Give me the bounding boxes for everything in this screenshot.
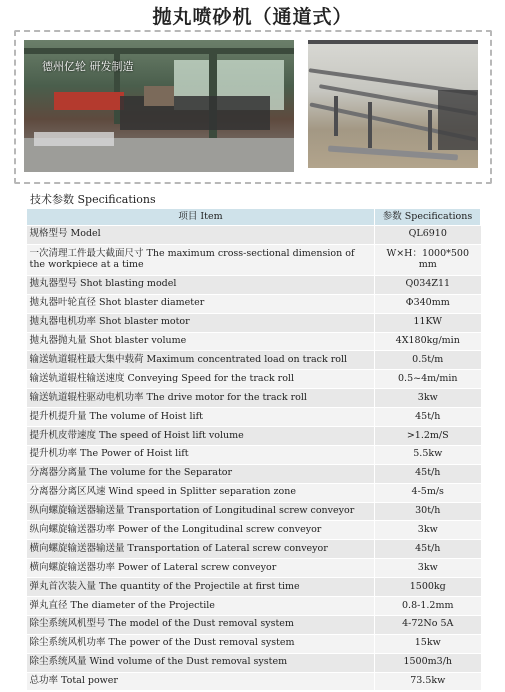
- item-cell: 总功率 Total power: [27, 672, 375, 691]
- table-row: [27, 672, 481, 691]
- item-cell: 输送轨道辊柱输送速度 Conveying Speed for the track roll: [27, 370, 375, 389]
- table-row: [27, 332, 481, 351]
- value-cell: 3kw: [375, 559, 481, 578]
- item-cell: 提升机皮带速度 The speed of Hoist lift volume: [27, 427, 375, 446]
- item-cell: 输送轨道辊柱驱动电机功率 The drive motor for the track roll: [27, 389, 375, 408]
- photo-watermark: 德州亿轮 研发制造: [42, 60, 134, 73]
- table-row: [27, 502, 481, 521]
- item-cell: 分离器分离区风速 Wind speed in Splitter separation zone: [27, 483, 375, 502]
- value-cell: 11KW: [375, 313, 481, 332]
- value-cell: 4-5m/s: [375, 483, 481, 502]
- item-cell: 规格型号 Model: [27, 226, 375, 245]
- table-header-row: [27, 209, 481, 226]
- value-cell: Q034Z11: [375, 275, 481, 294]
- item-cell: 一次清理工件最大截面尺寸 The maximum cross-sectional dimension of the workpiece at a time: [27, 244, 375, 275]
- table-row: [27, 294, 481, 313]
- value-cell: >1.2m/S: [375, 427, 481, 446]
- item-cell: 除尘系统风机型号 The model of the Dust removal system: [27, 615, 375, 634]
- table-row: [27, 244, 481, 275]
- column-header-item: 项目 Item: [27, 209, 375, 226]
- value-cell: 45t/h: [375, 540, 481, 559]
- factory-photo: [24, 40, 294, 172]
- item-cell: 输送轨道辊柱最大集中载荷 Maximum concentrated load on track roll: [27, 351, 375, 370]
- section-title: 技术参数 Specifications: [30, 193, 156, 206]
- specifications-table: [26, 208, 481, 691]
- value-cell: 0.5~4m/min: [375, 370, 481, 389]
- value-cell: 4-72No 5A: [375, 615, 481, 634]
- item-cell: 抛丸器抛丸量 Shot blaster volume: [27, 332, 375, 351]
- table-row: [27, 226, 481, 245]
- value-cell: 3kw: [375, 389, 481, 408]
- item-cell: 纵向螺旋输送器功率 Power of the Longitudinal screw conveyor: [27, 521, 375, 540]
- value-cell: 73.5kw: [375, 672, 481, 691]
- table-row: [27, 427, 481, 446]
- value-cell: 1500m3/h: [375, 653, 481, 672]
- value-cell: Φ340mm: [375, 294, 481, 313]
- item-cell: 横向螺旋输送器输送量 Transportation of Lateral screw conveyor: [27, 540, 375, 559]
- table-row: [27, 597, 481, 616]
- table-row: [27, 389, 481, 408]
- table-row: [27, 370, 481, 389]
- value-cell: W×H：1000*500 mm: [375, 244, 481, 275]
- value-cell: 0.8-1.2mm: [375, 597, 481, 616]
- item-cell: 除尘系统风机功率 The power of the Dust removal system: [27, 634, 375, 653]
- table-row: [27, 559, 481, 578]
- item-cell: 弹丸首次装入量 The quantity of the Projectile at first time: [27, 578, 375, 597]
- table-row: [27, 313, 481, 332]
- value-cell: 5.5kw: [375, 445, 481, 464]
- page-title: 抛丸喷砂机（通道式）: [152, 6, 353, 28]
- table-row: [27, 408, 481, 427]
- item-cell: 纵向螺旋输送器输送量 Transportation of Longitudinal screw conveyor: [27, 502, 375, 521]
- value-cell: 4X180kg/min: [375, 332, 481, 351]
- table-row: [27, 445, 481, 464]
- value-cell: 1500kg: [375, 578, 481, 597]
- table-row: [27, 540, 481, 559]
- item-cell: 抛丸器型号 Shot blasting model: [27, 275, 375, 294]
- value-cell: 30t/h: [375, 502, 481, 521]
- item-cell: 抛丸器电机功率 Shot blaster motor: [27, 313, 375, 332]
- machine-photo: [308, 40, 478, 168]
- item-cell: 提升机提升量 The volume of Hoist lift: [27, 408, 375, 427]
- item-cell: 抛丸器叶轮直径 Shot blaster diameter: [27, 294, 375, 313]
- value-cell: 15kw: [375, 634, 481, 653]
- table-row: [27, 464, 481, 483]
- table-row: [27, 351, 481, 370]
- table-row: [27, 275, 481, 294]
- item-cell: 除尘系统风量 Wind volume of the Dust removal system: [27, 653, 375, 672]
- table-row: [27, 521, 481, 540]
- value-cell: QL6910: [375, 226, 481, 245]
- item-cell: 弹丸直径 The diameter of the Projectile: [27, 597, 375, 616]
- column-header-specifications: 参数 Specifications: [375, 209, 481, 226]
- value-cell: 45t/h: [375, 464, 481, 483]
- table-row: [27, 483, 481, 502]
- item-cell: 提升机功率 The Power of Hoist lift: [27, 445, 375, 464]
- table-row: [27, 578, 481, 597]
- table-row: [27, 615, 481, 634]
- item-cell: 横向螺旋输送器功率 Power of Lateral screw conveyor: [27, 559, 375, 578]
- table-row: [27, 634, 481, 653]
- value-cell: 0.5t/m: [375, 351, 481, 370]
- table-row: [27, 653, 481, 672]
- value-cell: 3kw: [375, 521, 481, 540]
- value-cell: 45t/h: [375, 408, 481, 427]
- item-cell: 分离器分离量 The volume for the Separator: [27, 464, 375, 483]
